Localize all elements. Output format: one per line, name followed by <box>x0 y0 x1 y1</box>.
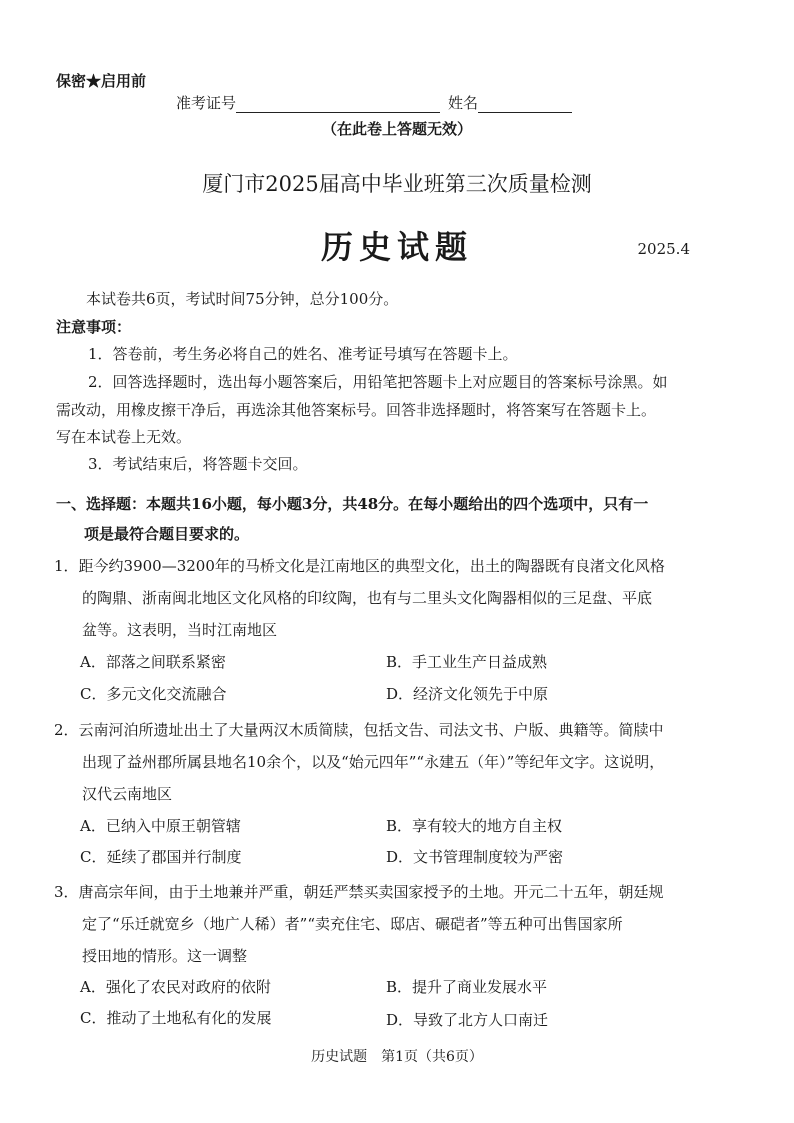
question-2-line-2: 出现了益州郡所属县地名10余个，以及“始元四年”“永建五（年）”等纪年文字。这说明， <box>82 753 665 771</box>
note-item-2-line-1: 2．回答选择题时，选出每小题答案后，用铅笔把答题卡上对应题目的答案标号涂黑。如 <box>88 373 668 391</box>
subject-title: 历史试题 <box>320 228 473 266</box>
page-footer: 历史试题 第1页（共6页） <box>311 1049 483 1065</box>
exam-title: 厦门市2025届高中毕业班第三次质量检测 <box>202 172 592 196</box>
question-2-line-1: 2．云南河泊所遗址出土了大量两汉木质简牍，包括文告、司法文书、户版、典籍等。简牍中 <box>54 721 664 739</box>
question-2-option-a[interactable]: A．已纳入中原王朝管辖 <box>80 817 241 835</box>
section-heading-line-2: 项是最符合题目要求的。 <box>84 525 250 543</box>
question-3-option-a[interactable]: A．强化了农民对政府的依附 <box>80 978 271 996</box>
question-3-line-3: 授田地的情形。这一调整 <box>82 947 248 965</box>
question-1-option-a[interactable]: A．部落之间联系紧密 <box>80 653 226 671</box>
question-1-option-d[interactable]: D．经济文化领先于中原 <box>386 685 549 703</box>
question-3-option-b[interactable]: B．提升了商业发展水平 <box>386 978 548 996</box>
exam-id-label: 准考证号 <box>176 94 237 112</box>
question-1-line-2: 的陶鼎、浙南闽北地区文化风格的印纹陶，也有与二里头文化陶器相似的三足盘、平底 <box>82 589 653 607</box>
notes-heading: 注意事项： <box>56 318 132 336</box>
note-item-1: 1．答卷前，考生务必将自己的姓名、准考证号填写在答题卡上。 <box>88 345 518 363</box>
section-heading-line-1: 一、选择题：本题共16小题，每小题3分，共48分。在每小题给出的四个选项中，只有一 <box>56 495 649 513</box>
question-2-option-b[interactable]: B．享有较大的地方自主权 <box>386 817 563 835</box>
candidate-info-line <box>176 92 572 113</box>
question-1-line-3: 盆等。这表明，当时江南地区 <box>82 621 278 639</box>
question-1-option-b[interactable]: B．手工业生产日益成熟 <box>386 653 548 671</box>
note-item-2-line-2: 需改动，用橡皮擦干净后，再选涂其他答案标号。回答非选择题时，将答案写在答题卡上。 <box>56 401 657 419</box>
note-item-2-line-3: 写在本试卷上无效。 <box>56 428 192 446</box>
question-2-line-3: 汉代云南地区 <box>82 785 173 803</box>
question-2-option-c[interactable]: C．延续了郡国并行制度 <box>80 848 242 866</box>
question-3-option-d[interactable]: D．导致了北方人口南迁 <box>386 1011 549 1029</box>
exam-id-blank[interactable] <box>236 96 440 113</box>
exam-date: 2025.4 <box>637 240 690 258</box>
question-1-line-1: 1．距今约3900—3200年的马桥文化是江南地区的典型文化，出土的陶器既有良渚文化风格 <box>54 557 665 575</box>
confidential-label: 保密★启用前 <box>56 72 147 90</box>
question-3-line-2: 定了“乐迁就宽乡（地广人稀）者”“卖充住宅、邸店、碾硙者”等五种可出售国家所 <box>82 915 623 933</box>
name-blank[interactable] <box>478 96 572 113</box>
name-label: 姓名 <box>448 94 479 112</box>
question-1-option-c[interactable]: C．多元文化交流融合 <box>80 685 227 703</box>
question-3-line-1: 3．唐高宗年间，由于土地兼并严重，朝廷严禁买卖国家授予的土地。开元二十五年，朝廷规 <box>54 883 664 901</box>
intro-text: 本试卷共6页，考试时间75分钟，总分100分。 <box>86 290 399 308</box>
invalid-answer-note: （在此卷上答题无效） <box>321 120 472 138</box>
question-3-option-c[interactable]: C．推动了土地私有化的发展 <box>80 1009 272 1027</box>
note-item-3: 3．考试结束后，将答题卡交回。 <box>88 455 308 473</box>
question-2-option-d[interactable]: D．文书管理制度较为严密 <box>386 848 564 866</box>
